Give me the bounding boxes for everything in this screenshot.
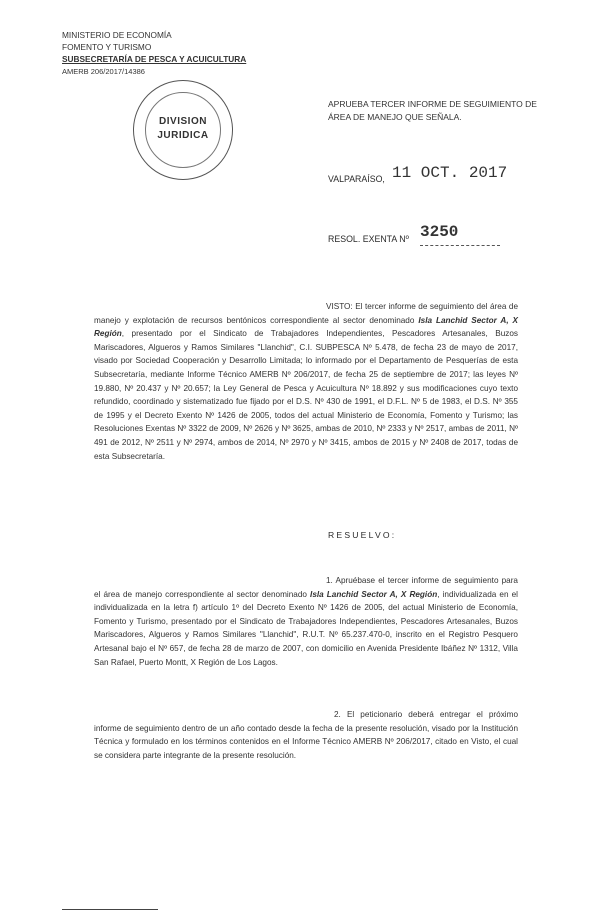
resolution-item-2: [94, 708, 518, 762]
header-ministry: MINISTERIO DE ECONOMÍA: [62, 30, 172, 40]
document-topic: APRUEBA TERCER INFORME DE SEGUIMIENTO DE ÁREA DE MANEJO QUE SEÑALA.: [328, 99, 537, 122]
item-2-number: 2.: [334, 710, 341, 719]
juridica-stamp: [133, 80, 233, 180]
visto-paragraph: [94, 300, 518, 463]
visto-label: VISTO:: [326, 302, 353, 311]
item-1-text-a: Apruébase el tercer informe de seguimiento para el área de manejo correspondiente al sector denominado: [94, 576, 518, 599]
visto-text-a: El tercer informe de seguimiento del área de manejo y explotación de recursos bentónicos correspondiente al sector denominado: [94, 302, 518, 325]
resuelvo-heading: RESUELVO:: [328, 530, 397, 540]
document-date: 11 OCT. 2017: [392, 164, 508, 182]
place-label: VALPARAÍSO,: [328, 174, 385, 184]
item-1-sector-name: Isla Lanchid Sector A, X Región: [310, 589, 438, 599]
stamp-line-2: JURIDICA: [157, 130, 209, 141]
resolution-label: RESOL. EXENTA Nº: [328, 234, 409, 244]
footer-rule: [62, 909, 158, 910]
item-1-number: 1.: [326, 576, 333, 585]
header-subsecretaria: SUBSECRETARÍA DE PESCA Y ACUICULTURA: [62, 54, 247, 64]
stamp-line-1: DIVISION: [159, 116, 207, 127]
resolution-item-1: [94, 574, 518, 669]
visto-sector-name: Isla Lanchid Sector A, X Región: [94, 315, 519, 339]
item-2-text: El peticionario deberá entregar el próximo informe de seguimiento dentro de un año contado desde la fecha de la presente resolución, visado por la Institución Técnica y formulado en los términos contenidos en el Informe Técnico AMERB Nº 206/2017, citado en Visto, el cual se considera parte integrante de la presente resolución.: [94, 710, 518, 760]
header-reference: AMERB 206/2017/14386: [62, 67, 145, 76]
header-ministry-sub: FOMENTO Y TURISMO: [62, 42, 152, 52]
resolution-number: 3250: [420, 223, 459, 241]
resolution-number-line: [420, 245, 500, 246]
item-1-text-b: , individualizada en el individualizada en la letra f) artículo 1º del Decreto Exento Nº 1426 de 2005, del actual Ministerio de Economía, Fomento y Turismo, presentado por el Sindicato de Trabajadores Independientes, Pescadores Artesanales, Buzos Mariscadores, Algueros y Ramos Similares "Llanchid", R.U.T. Nº 65.237.470-0, inscrito en el Registro Pesquero Artesanal bajo el Nº 657, de fecha 28 de marzo de 2007, con domicilio en Avenida Presidente Ibáñez Nº 1312, Villa San Rafael, Puerto Montt, X Región de Los Lagos.: [94, 589, 518, 667]
visto-text-b: , presentado por el Sindicato de Trabajadores Independientes, Pescadores Artesanales, Buzos Mariscadores, Algueros y Ramos Similares "Llanchid", C.I. SUBPESCA Nº 5.478, de fecha 23 de mayo de 2017, visado por Sociedad Cooperación y Desarrollo Limitada; lo informado por el Departamento de Pesquerías de esta Subsecretaría, mediante Informe Técnico AMERB Nº 206/2017, de fecha 25 de septiembre de 2017; las leyes Nº 19.880, Nº 20.437 y Nº 20.657; la Ley General de Pesca y Acuicultura Nº 18.892 y sus modificaciones cuyo texto refundido, coordinado y sistematizado fue fijado por el D.S. Nº 430 de 1991, el D.F.L. Nº 5 de 1983, el D.S. Nº 355 de 1995 y el Decreto Exento Nº 1426 de 2005, todos del actual Ministerio de Economía, Fomento y Turismo; las Resoluciones Exentas Nº 3322 de 2009, Nº 2626 y Nº 3625, ambas de 2010, Nº 2333 y Nº 2517, ambas de 2011, Nº 491 de 2012, Nº 2511 y Nº 2974, ambos de 2014, Nº 2970 y Nº 3415, ambos de 2015 y Nº 2408 de 2017, todas de esta Subsecretaría.: [94, 329, 518, 461]
